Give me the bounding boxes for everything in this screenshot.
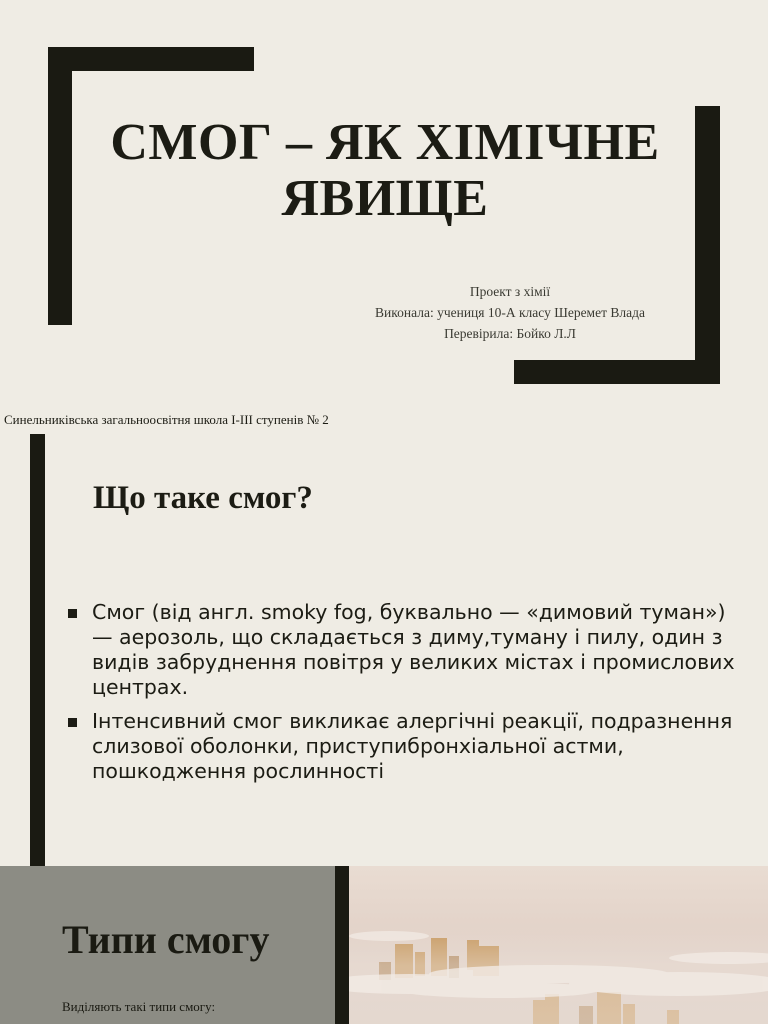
presentation-subtitle: [340, 281, 680, 344]
smog-types-intro: Виділяють такі типи смогу:: [62, 999, 216, 1014]
smog-types-title: Типи смогу: [62, 917, 270, 962]
vertical-accent-bar: [30, 434, 45, 866]
subtitle-author-line: Виконала: учениця 10-А класу Шеремет Влада: [375, 305, 645, 320]
foggy-city-photo: [349, 866, 768, 1024]
bracket-right-bar: [695, 106, 720, 384]
subtitle-project-line: Проект з хімії: [469, 284, 551, 299]
bracket-top-bar: [48, 47, 254, 71]
definition-bullet-list: [66, 600, 736, 793]
vertical-divider-bar: [335, 866, 349, 1024]
title-slide: [0, 0, 768, 408]
school-name: Синельниківська загальноосвітня школа І-ІІІ ступенів № 2: [4, 412, 329, 427]
bullet-item: [66, 709, 736, 784]
smog-types-slide: [0, 866, 768, 1024]
bullet-item: [66, 600, 736, 700]
bullet-text: Інтенсивний смог викликає алергічні реакції, подразнення слизової оболонки, приступибронхіальної астми, пошкодження рослинності: [92, 709, 733, 783]
subtitle-reviewer-line: Перевірила: Бойко Л.Л: [444, 326, 576, 341]
square-bullet-icon: [68, 609, 77, 618]
presentation-title: СМОГ – ЯК ХІМІЧНЕ ЯВИЩЕ: [110, 114, 660, 227]
bullet-text: Смог (від англ. smoky fog, буквально — «димовий туман») — аерозоль, що складається з диму,туману і пилу, один з видів забруднення повітря у великих містах і промислових центрах.: [92, 600, 735, 699]
definition-title: Що таке смог?: [93, 480, 313, 516]
bracket-bottom-bar: [514, 360, 720, 384]
definition-slide: [0, 430, 768, 866]
square-bullet-icon: [68, 718, 77, 727]
bracket-left-bar: [48, 47, 72, 325]
